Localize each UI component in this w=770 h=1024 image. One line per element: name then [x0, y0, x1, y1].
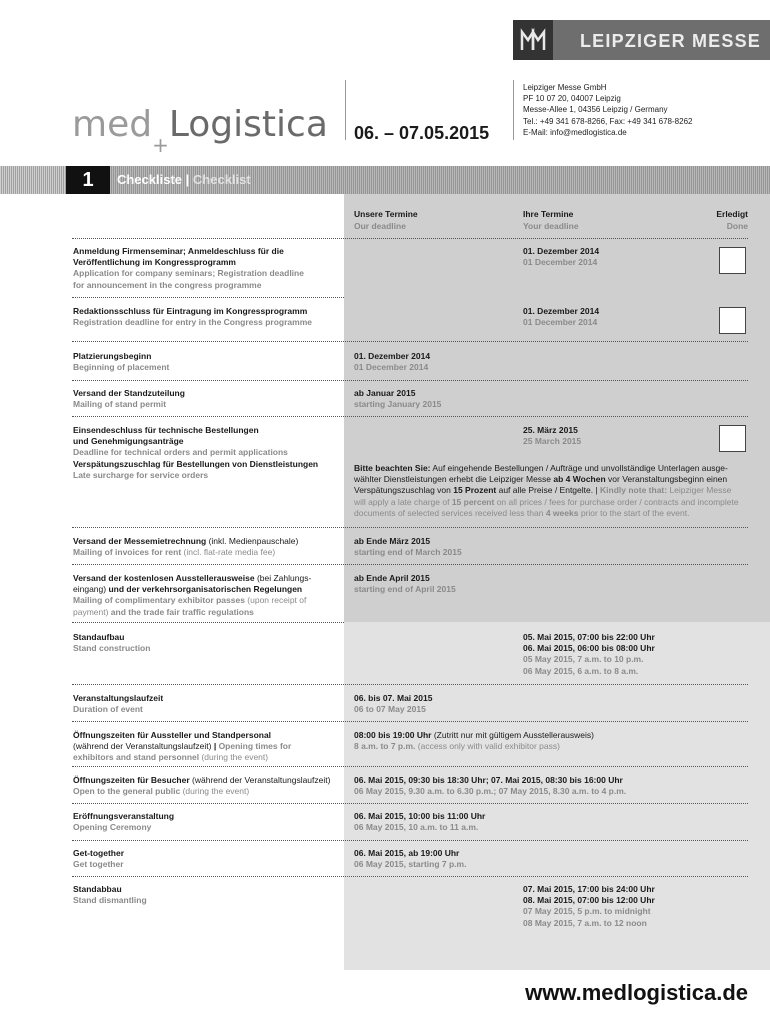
brand-name: LEIPZIGER MESSE	[579, 31, 761, 51]
our-deadline-value: 08:00 bis 19:00 Uhr (Zutritt nur mit gültigem Ausstellerausweis) 8 a.m. to 7 p.m. (access only with valid exhibitor pass)	[354, 730, 594, 752]
section-number: 1	[66, 166, 110, 194]
row-rule	[72, 840, 748, 841]
header-divider	[513, 80, 514, 140]
our-deadline-value: 01. Dezember 2014 01 December 2014	[354, 351, 431, 373]
row-label: Versand der Messemietrechnung (inkl. Medienpauschale) Mailing of invoices for rent (incl. flat-rate media fee)	[73, 536, 299, 558]
your-deadline-value: 25. März 2015 25 March 2015	[523, 425, 582, 447]
event-logo: med$_+$Logistica	[72, 104, 328, 157]
row-label: Anmeldung Firmenseminar; Anmeldeschluss für die Veröffentlichung im Kongressprogramm Application for company seminars; Registration deadline for announcement in the congress programme	[73, 246, 304, 290]
row-rule	[72, 684, 748, 685]
row-label: Öffnungszeiten für Aussteller und Standpersonal (während der Veranstaltungslaufzeit) | Opening times for exhibitors and stand personnel (during the event)	[73, 730, 292, 763]
our-deadline-value: ab Ende März 2015 starting end of March 2015	[354, 536, 462, 558]
done-checkbox[interactable]	[719, 247, 746, 274]
your-deadline-value: 01. Dezember 2014 01 December 2014	[523, 306, 600, 328]
row-label: Standaufbau Stand construction	[73, 632, 151, 654]
header-divider	[345, 80, 346, 140]
row-rule	[72, 721, 748, 722]
row-label: Get-together Get together	[73, 848, 124, 870]
row-label: Standabbau Stand dismantling	[73, 884, 147, 906]
done-checkbox[interactable]	[719, 425, 746, 452]
row-rule	[72, 380, 748, 381]
website-url[interactable]: www.medlogistica.de	[525, 980, 748, 1005]
late-surcharge-note: Bitte beachten Sie: Auf eingehende Bestellungen / Aufträge und unvollständige Unterlagen ausge- wählter Dienstleistungen erhebt die Leipziger Messe ab 4 Wochen vor Veranstaltungsbeginn einen Verspätungszuschlag von 15 Prozent auf alle Preise / Entgelte. | Kindly note that: Leipziger Messe will apply a late charge of 15 percent on all prices / fees for purchase order / contracts and incomplete documents of selected services received less than 4 weeks prior to the start of the event.	[354, 463, 739, 518]
our-deadline-value: ab Ende April 2015 starting end of April 2015	[354, 573, 456, 595]
header-rule	[72, 238, 748, 239]
row-rule	[72, 876, 748, 877]
row-label: Eröffnungsveranstaltung Opening Ceremony	[73, 811, 175, 833]
our-deadline-value: ab Januar 2015 starting January 2015	[354, 388, 442, 410]
row-label: Öffnungszeiten für Besucher (während der Veranstaltungslaufzeit) Open to the general public (during the event)	[73, 775, 331, 797]
row-rule	[72, 622, 344, 623]
row-label: Einsendeschluss für technische Bestellungen und Genehmigungsanträge Deadline for technical orders and permit applications Verspätungszuschlag für Bestellungen von Dienstleistungen Late surcharge for service orders	[73, 425, 319, 480]
contact-block: Leipziger Messe GmbH PF 10 07 20, 04007 Leipzig Messe-Allee 1, 04356 Leipzig / Germany Tel.: +49 341 678-8266, Fax: +49 341 678-8262 E-Mail: info@medlogistica.de	[523, 83, 693, 137]
row-rule	[72, 416, 748, 417]
col-your-deadline: Ihre Termine Your deadline	[523, 209, 579, 231]
our-deadline-value: 06. Mai 2015, 09:30 bis 18:30 Uhr; 07. Mai 2015, 08:30 bis 16:00 Uhr 06 May 2015, 9.30 a.m. to 6.30 p.m.; 07 May 2015, 8.30 a.m. to 4 p.m.	[354, 775, 627, 797]
mm-logo-icon	[513, 20, 553, 60]
row-rule	[72, 297, 344, 298]
row-label: Redaktionsschluss für Eintragung im Kongressprogramm Registration deadline for entry in the Congress programme	[73, 306, 312, 328]
our-deadline-value: 06. bis 07. Mai 2015 06 to 07 May 2015	[354, 693, 433, 715]
row-rule	[72, 564, 748, 565]
done-checkbox[interactable]	[719, 307, 746, 334]
col-our-deadline: Unsere Termine Our deadline	[354, 209, 418, 231]
row-rule	[72, 803, 748, 804]
event-date: 06. – 07.05.2015	[354, 123, 490, 143]
row-label: Versand der kostenlosen Ausstellerausweise (bei Zahlungs- eingang) und der verkehrsorganisatorischen Regelungen Mailing of complimentary exhibitor passes (upon receipt of payment) and the trade fair traffic regulations	[73, 573, 312, 617]
our-deadline-value: 06. Mai 2015, ab 19:00 Uhr 06 May 2015, starting 7 p.m.	[354, 848, 467, 870]
row-label: Versand der Standzuteilung Mailing of stand permit	[73, 388, 185, 410]
row-label: Platzierungsbeginn Beginning of placement	[73, 351, 170, 373]
row-rule	[72, 766, 748, 767]
our-deadline-value: 06. Mai 2015, 10:00 bis 11:00 Uhr 06 May 2015, 10 a.m. to 11 a.m.	[354, 811, 486, 833]
your-deadline-value: 01. Dezember 2014 01 December 2014	[523, 246, 600, 268]
row-rule	[72, 341, 748, 342]
row-rule	[72, 527, 748, 528]
col-done: Erledigt Done	[716, 209, 748, 231]
section-title: Checkliste | Checklist	[117, 172, 251, 187]
your-deadline-value: 05. Mai 2015, 07:00 bis 22:00 Uhr 06. Mai 2015, 06:00 bis 08:00 Uhr 05 May 2015, 7 a.m. to 10 p.m. 06 May 2015, 6 a.m. to 8 a.m.	[523, 632, 655, 676]
row-label: Veranstaltungslaufzeit Duration of event	[73, 693, 164, 715]
your-deadline-value: 07. Mai 2015, 17:00 bis 24:00 Uhr 08. Mai 2015, 07:00 bis 12:00 Uhr 07 May 2015, 5 p.m. to midnight 08 May 2015, 7 a.m. to 12 noon	[523, 884, 655, 928]
